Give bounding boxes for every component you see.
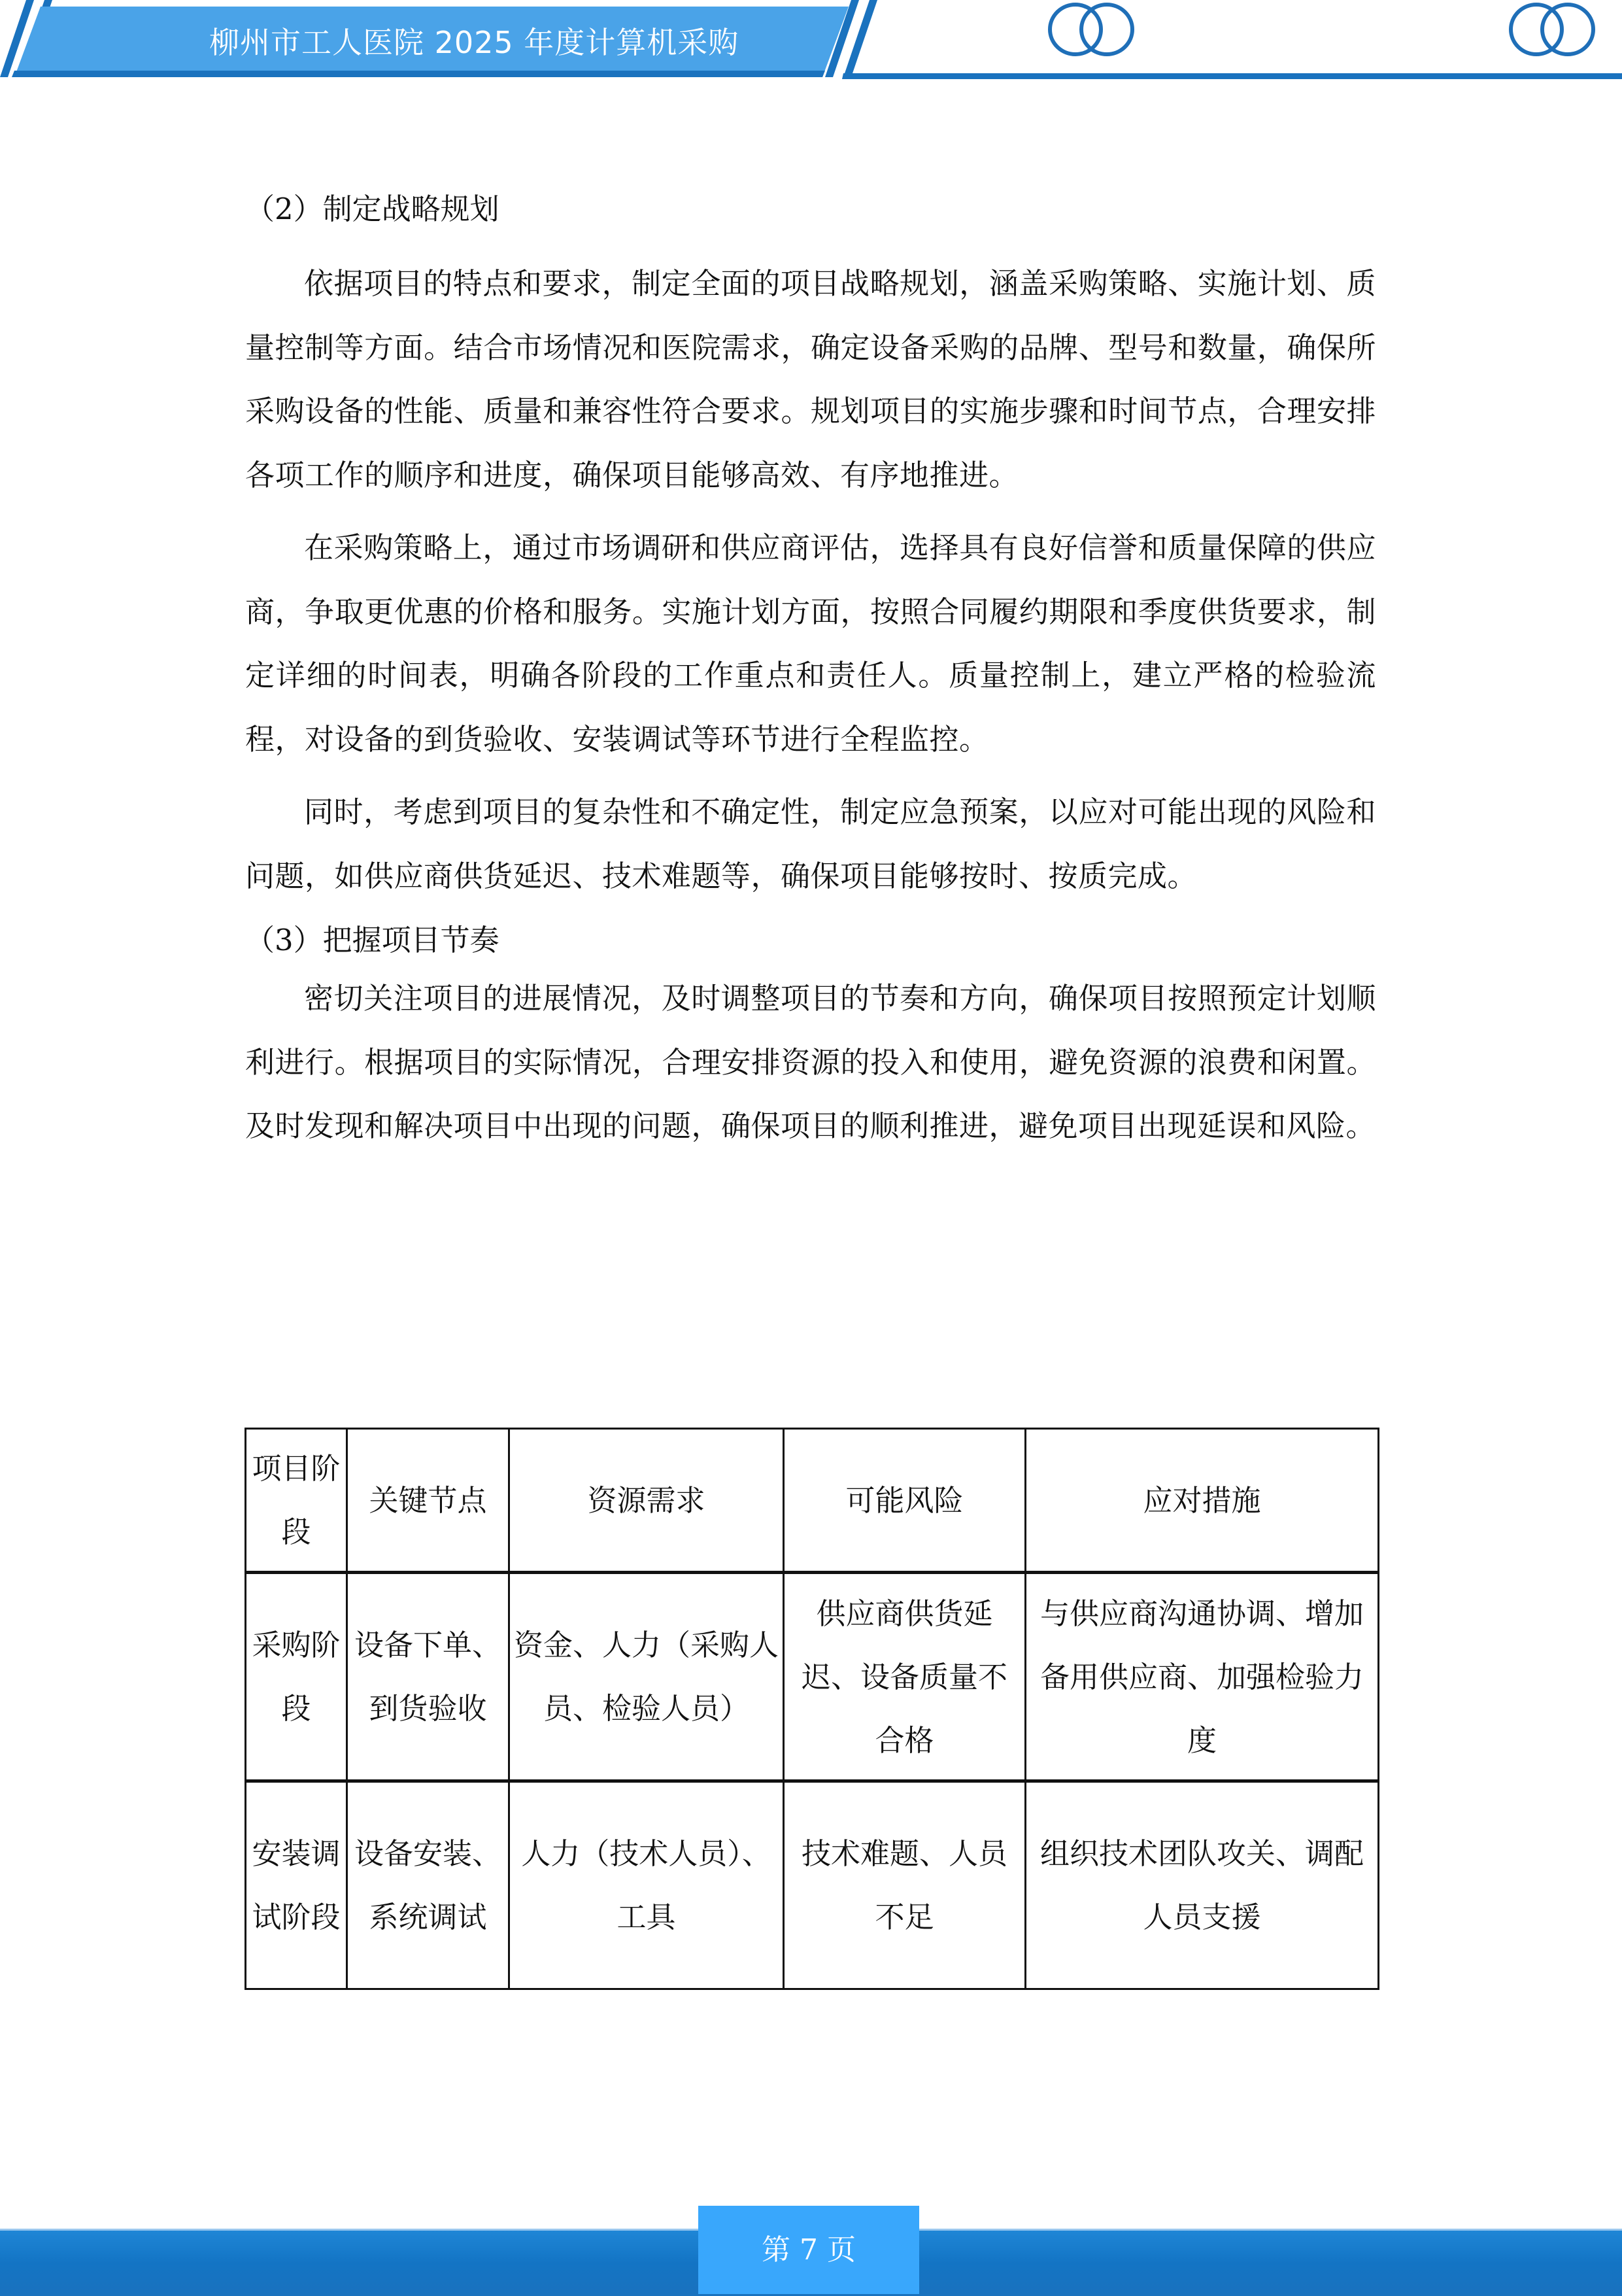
interlocking-rings-icon (1033, 0, 1151, 59)
table-cell: 组织技术团队攻关、调配人员支援 (1026, 1781, 1379, 1989)
paragraph: 密切关注项目的进展情况，及时调整项目的节奏和方向，确保项目按照预定计划顺利进行。根据项目的实际情况，合理安排资源的投入和使用，避免资源的浪费和闲置。及时发现和解决项目中出现的问题，确保项目的顺利推进，避免项目出现延误和风险。 (245, 981, 1376, 1143)
document-title: 柳州市工人医院 2025 年度计算机采购 (209, 25, 739, 60)
table-cell: 与供应商沟通协调、增加备用供应商、加强检验力度 (1026, 1573, 1379, 1781)
document-body (245, 190, 1376, 1167)
table-cell: 技术难题、人员不足 (784, 1781, 1026, 1989)
paragraph: 依据项目的特点和要求，制定全面的项目战略规划，涵盖采购策略、实施计划、质量控制等方面。结合市场情况和医院需求，确定设备采购的品牌、型号和数量，确保所采购设备的性能、质量和兼容性符合要求。规划项目的实施步骤和时间节点，合理安排各项工作的顺序和进度，确保项目能够高效、有序地推进。 (245, 266, 1376, 492)
column-header: 可能风险 (784, 1429, 1026, 1573)
table-cell: 采购阶段 (246, 1573, 347, 1781)
section-strategy-planning (245, 190, 1376, 908)
table-cell: 安装调试阶段 (246, 1781, 347, 1989)
table-cell: 设备下单、到货验收 (347, 1573, 509, 1781)
interlocking-rings-icon (1494, 0, 1612, 59)
table-cell: 资金、人力（采购人员、检验人员） (509, 1573, 784, 1781)
column-header: 资源需求 (509, 1429, 784, 1573)
page-header (0, 0, 1622, 85)
table-header-row (246, 1429, 1379, 1573)
section-heading: （3）把握项目节奏 (245, 923, 499, 957)
paragraph: 在采购策略上，通过市场调研和供应商评估，选择具有良好信誉和质量保障的供应商，争取更优惠的价格和服务。实施计划方面，按照合同履约期限和季度供货要求，制定详细的时间表，明确各阶段的工作重点和责任人。质量控制上，建立严格的检验流程，对设备的到货验收、安装调试等环节进行全程监控。 (245, 530, 1376, 757)
column-header: 项目阶段 (246, 1429, 347, 1573)
section-heading: （2）制定战略规划 (245, 192, 499, 226)
project-stage-table (245, 1428, 1379, 1990)
table-row (246, 1781, 1379, 1989)
table-row (246, 1573, 1379, 1781)
section-project-rhythm (245, 921, 1376, 1158)
page-number: 第 7 页 (698, 2206, 919, 2294)
table-cell: 供应商供货延迟、设备质量不合格 (784, 1573, 1026, 1781)
table-cell: 设备安装、系统调试 (347, 1781, 509, 1989)
column-header: 关键节点 (347, 1429, 509, 1573)
column-header: 应对措施 (1026, 1429, 1379, 1573)
paragraph: 同时，考虑到项目的复杂性和不确定性，制定应急预案，以应对可能出现的风险和问题，如供应商供货延迟、技术难题等，确保项目能够按时、按质完成。 (245, 795, 1376, 893)
table-cell: 人力（技术人员）、工具 (509, 1781, 784, 1989)
